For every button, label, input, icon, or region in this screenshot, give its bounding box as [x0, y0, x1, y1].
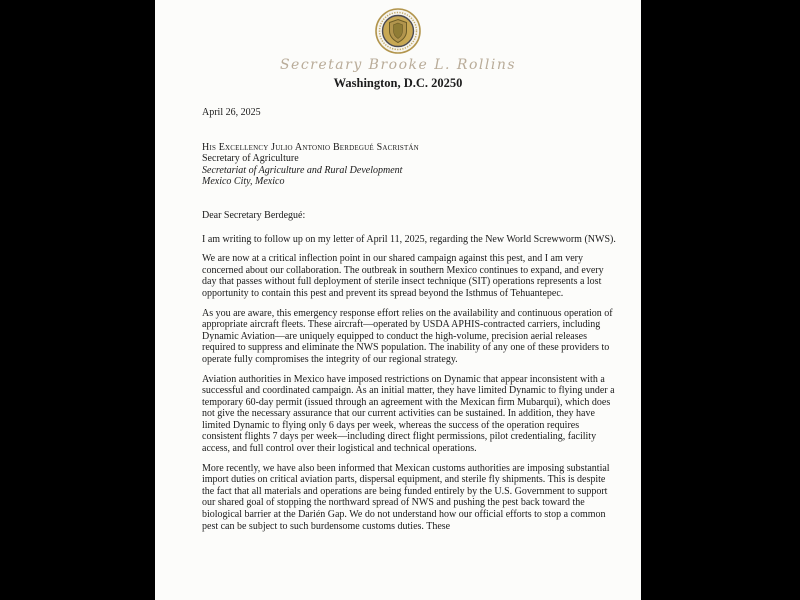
letter-body	[155, 90, 644, 532]
secretary-script-name: Secretary Brooke L. Rollins	[279, 57, 517, 73]
recipient-block	[202, 142, 620, 188]
paragraph: Aviation authorities in Mexico have imposed restrictions on Dynamic that appear inconsistent with a successful and coordinated campaign. As an initial matter, they have limited Dynamic to flying under a temporary 60-day permit (issued through an agreement with the Mexican firm Mubarqui), which does not give the necessary assurance that our current activities can be sustained. In addition, they have limited Dynamic to flying only 6 days per week, whereas the success of the operation requires consistent flights 7 days per week—including direct flight permissions, pilot credentialing, facility access, and full control over their logistical and technical operations.	[202, 373, 615, 455]
letter-page	[155, 0, 641, 600]
paragraph: More recently, we have also been informed that Mexican customs authorities are imposing substantial import duties on critical aviation parts, dispersal equipment, and sterile fly shipments. This is despite the fact that all materials and operations are being funded entirely by the U.S. Government to support our shared goal of stopping the northward spread of NWS and pushing the pest back toward the biological barrier at the Darién Gap. We do not understand how our official efforts to stop a common pest can be subject to such burdensome customs duties. These	[202, 462, 610, 532]
recipient-organization: Secretariat of Agriculture and Rural Development	[202, 164, 403, 176]
salutation: Dear Secretary Berdegué:	[202, 209, 306, 221]
recipient-name: His Excellency Julio Antonio Berdegué Sacristán	[202, 141, 419, 153]
paragraph: I am writing to follow up on my letter of April 11, 2025, regarding the New World Screwworm (NWS).	[202, 233, 616, 245]
usda-seal-icon	[375, 8, 421, 54]
paragraph: We are now at a critical inflection point in our shared campaign against this pest, and I am very concerned about our collaboration. The outbreak in southern Mexico continues to expand, and every day that passes without full deployment of sterile insect technique (SIT) operations represents a lost opportunity to contain this pest and prevent its spread beyond the Isthmus of Tehuantepec.	[202, 253, 604, 299]
letter-date: April 26, 2025	[202, 107, 261, 118]
letterhead-office-address: Washington, D.C. 20250	[333, 76, 463, 90]
paragraph: As you are aware, this emergency response effort relies on the availability and continuous operation of appropriate aircraft fleets. These aircraft—operated by USDA APHIS-contracted carriers, including Dynamic Aviation—are uniquely equipped to conduct the high-volume, precision aerial releases required to suppress and eliminate the NWS population. The inability of any one of these providers to operate fully compromises the integrity of our regional strategy.	[202, 307, 613, 365]
recipient-title: Secretary of Agriculture	[202, 153, 299, 165]
letterhead	[155, 0, 641, 90]
recipient-location: Mexico City, Mexico	[202, 176, 285, 188]
